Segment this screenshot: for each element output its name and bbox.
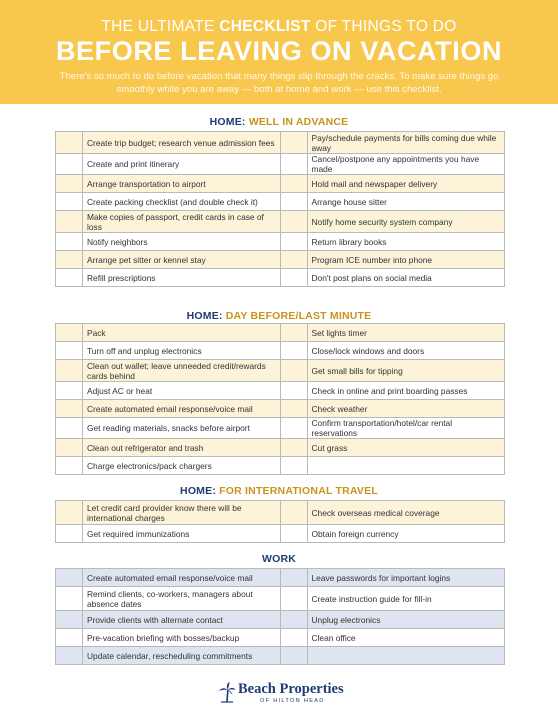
checkbox[interactable] xyxy=(280,233,307,251)
checkbox[interactable] xyxy=(56,418,83,439)
brand-subtitle: OF HILTON HEAD xyxy=(260,698,325,704)
checklist-item: Cut grass xyxy=(307,439,505,457)
section-title: WORK xyxy=(261,553,297,565)
checkbox[interactable] xyxy=(56,611,83,629)
checklist-item: Refill prescriptions xyxy=(83,269,281,287)
checklist-item: Check in online and print boarding passes xyxy=(307,382,505,400)
table-row xyxy=(56,175,505,193)
checklist-item: Notify home security system company xyxy=(307,211,505,233)
checkbox[interactable] xyxy=(56,175,83,193)
checkbox[interactable] xyxy=(56,525,83,543)
checklist-item: Hold mail and newspaper delivery xyxy=(307,175,505,193)
checklist-item: Update calendar, rescheduling commitments xyxy=(83,647,281,665)
checklist-item: Arrange transportation to airport xyxy=(83,175,281,193)
checkbox[interactable] xyxy=(56,382,83,400)
checklist-item: Pack xyxy=(83,324,281,342)
table-row xyxy=(56,233,505,251)
section-heading-international xyxy=(0,485,558,497)
checkbox[interactable] xyxy=(280,525,307,543)
table-row xyxy=(56,457,505,475)
checkbox[interactable] xyxy=(280,193,307,211)
checklist-item: Don't post plans on social media xyxy=(307,269,505,287)
checkbox[interactable] xyxy=(280,439,307,457)
checklist-item: Get required immunizations xyxy=(83,525,281,543)
checklist-international xyxy=(55,500,505,543)
checklist-item: Get small bills for tipping xyxy=(307,360,505,382)
checkbox[interactable] xyxy=(280,251,307,269)
checkbox[interactable] xyxy=(56,360,83,382)
checklist-item: Cancel/postpone any appointments you have made xyxy=(307,154,505,175)
checkbox[interactable] xyxy=(56,154,83,175)
table-row xyxy=(56,154,505,175)
checkbox[interactable] xyxy=(280,211,307,233)
checkbox[interactable] xyxy=(280,400,307,418)
checkbox[interactable] xyxy=(56,501,83,525)
checkbox[interactable] xyxy=(280,587,307,611)
checklist-item xyxy=(307,647,505,665)
checklist-item: Obtain foreign currency xyxy=(307,525,505,543)
checklist-item: Provide clients with alternate contact xyxy=(83,611,281,629)
checklist-item: Create trip budget; research venue admission fees xyxy=(83,132,281,154)
table-row xyxy=(56,360,505,382)
table-row xyxy=(56,587,505,611)
table-row xyxy=(56,211,505,233)
checklist-item: Program ICE number into phone xyxy=(307,251,505,269)
checkbox[interactable] xyxy=(56,400,83,418)
table-row xyxy=(56,569,505,587)
intro-paragraph: There's so much to do before vacation that many things slip through the cracks. To make sure things go smoothly while you are away — both at home and work — use this checklist. xyxy=(59,71,499,95)
section-prefix: HOME: xyxy=(180,485,217,497)
checklist-well-in-advance xyxy=(55,131,505,287)
checkbox[interactable] xyxy=(280,501,307,525)
table-row xyxy=(56,418,505,439)
table-row xyxy=(56,611,505,629)
checklist-item: Arrange pet sitter or kennel stay xyxy=(83,251,281,269)
checkbox[interactable] xyxy=(56,342,83,360)
checklist-item: Make copies of passport, credit cards in case of loss xyxy=(83,211,281,233)
table-row xyxy=(56,251,505,269)
checkbox[interactable] xyxy=(56,269,83,287)
checklist-item: Pay/schedule payments for bills coming due while away xyxy=(307,132,505,154)
brand-logo xyxy=(214,680,354,706)
checklist-item: Charge electronics/pack chargers xyxy=(83,457,281,475)
checklist-item: Adjust AC or heat xyxy=(83,382,281,400)
checklist-item: Arrange house sitter xyxy=(307,193,505,211)
checklist-item: Notify neighbors xyxy=(83,233,281,251)
checkbox[interactable] xyxy=(56,193,83,211)
page-title: BEFORE LEAVING ON VACATION xyxy=(55,36,503,66)
checklist-item: Check weather xyxy=(307,400,505,418)
table-row xyxy=(56,132,505,154)
checklist-item: Create automated email response/voice mail xyxy=(83,400,281,418)
table-row xyxy=(56,193,505,211)
checkbox[interactable] xyxy=(280,324,307,342)
checkbox[interactable] xyxy=(280,360,307,382)
header-kicker xyxy=(0,18,558,36)
checklist-item: Pre-vacation briefing with bosses/backup xyxy=(83,629,281,647)
checklist-item: Clean out wallet; leave unneeded credit/rewards cards behind xyxy=(83,360,281,382)
checkbox[interactable] xyxy=(280,611,307,629)
table-row xyxy=(56,382,505,400)
checkbox[interactable] xyxy=(280,382,307,400)
checkbox[interactable] xyxy=(56,587,83,611)
checklist-item: Unplug electronics xyxy=(307,611,505,629)
checklist-item: Create and print itinerary xyxy=(83,154,281,175)
checkbox[interactable] xyxy=(280,457,307,475)
section-prefix: HOME: xyxy=(209,116,246,128)
table-row xyxy=(56,400,505,418)
checkbox[interactable] xyxy=(56,251,83,269)
checkbox[interactable] xyxy=(280,569,307,587)
checklist-item: Create instruction guide for fill-in xyxy=(307,587,505,611)
checkbox[interactable] xyxy=(280,175,307,193)
checkbox[interactable] xyxy=(56,211,83,233)
section-prefix: HOME: xyxy=(186,310,223,322)
table-row xyxy=(56,324,505,342)
section-suffix: WELL IN ADVANCE xyxy=(248,116,349,128)
checklist-item: Leave passwords for important logins xyxy=(307,569,505,587)
checkbox[interactable] xyxy=(56,132,83,154)
checkbox[interactable] xyxy=(56,629,83,647)
checkbox[interactable] xyxy=(280,342,307,360)
checklist-item: Clean out refrigerator and trash xyxy=(83,439,281,457)
checkbox[interactable] xyxy=(56,439,83,457)
checklist-day-before xyxy=(55,323,505,475)
section-suffix: FOR INTERNATIONAL TRAVEL xyxy=(219,485,378,497)
checklist-item: Create packing checklist (and double check it) xyxy=(83,193,281,211)
checkbox[interactable] xyxy=(280,154,307,175)
checkbox[interactable] xyxy=(56,647,83,665)
kicker-text-bold: CHECKLIST xyxy=(219,18,311,35)
checkbox[interactable] xyxy=(56,324,83,342)
checkbox[interactable] xyxy=(56,457,83,475)
palmetto-icon xyxy=(218,681,236,703)
table-row xyxy=(56,501,505,525)
checklist-item: Return library books xyxy=(307,233,505,251)
checklist-work xyxy=(55,568,505,665)
section-suffix: DAY BEFORE/LAST MINUTE xyxy=(225,310,372,322)
checklist-item: Remind clients, co-workers, managers about absence dates xyxy=(83,587,281,611)
kicker-text-end: OF THINGS TO DO xyxy=(310,18,457,35)
section-heading-well-in-advance xyxy=(0,116,558,128)
table-row xyxy=(56,439,505,457)
table-row xyxy=(56,342,505,360)
checklist-item: Close/lock windows and doors xyxy=(307,342,505,360)
checkbox[interactable] xyxy=(280,418,307,439)
brand-name: Beach Properties xyxy=(238,681,344,697)
checklist-item: Get reading materials, snacks before airport xyxy=(83,418,281,439)
checklist-item: Confirm transportation/hotel/car rental reservations xyxy=(307,418,505,439)
section-heading-work xyxy=(0,553,558,565)
checklist-item: Set lights timer xyxy=(307,324,505,342)
checklist-item: Let credit card provider know there will be international charges xyxy=(83,501,281,525)
checkbox[interactable] xyxy=(280,629,307,647)
checkbox[interactable] xyxy=(280,132,307,154)
table-row xyxy=(56,269,505,287)
checklist-item: Create automated email response/voice mail xyxy=(83,569,281,587)
checkbox[interactable] xyxy=(56,233,83,251)
checkbox[interactable] xyxy=(280,269,307,287)
section-heading-day-before xyxy=(0,310,558,322)
table-row xyxy=(56,525,505,543)
header-banner xyxy=(0,0,558,104)
kicker-text-start: THE ULTIMATE xyxy=(101,18,220,35)
checklist-item xyxy=(307,457,505,475)
checklist-item: Turn off and unplug electronics xyxy=(83,342,281,360)
checkbox[interactable] xyxy=(280,647,307,665)
checklist-item: Check overseas medical coverage xyxy=(307,501,505,525)
checklist-item: Clean office xyxy=(307,629,505,647)
table-row xyxy=(56,647,505,665)
checkbox[interactable] xyxy=(56,569,83,587)
table-row xyxy=(56,629,505,647)
